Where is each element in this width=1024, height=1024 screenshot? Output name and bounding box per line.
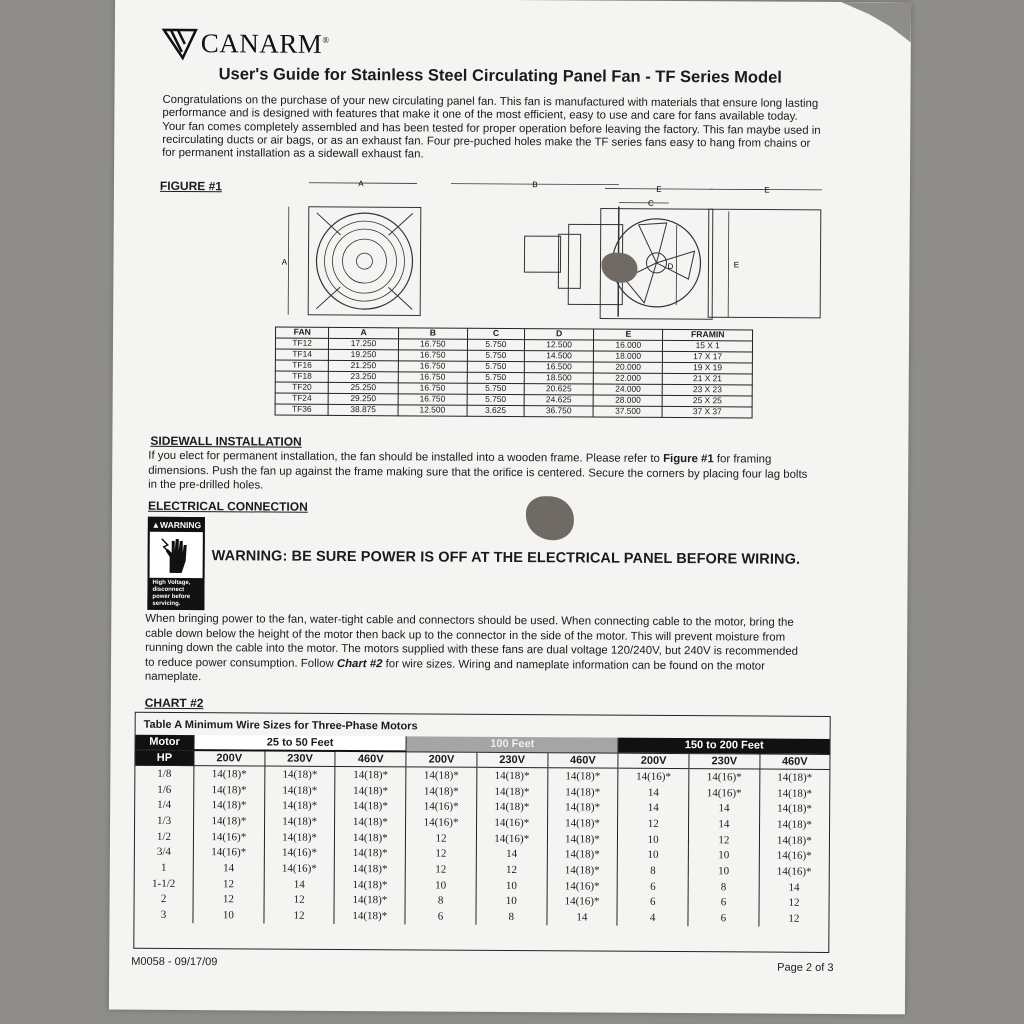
dimension-cell: 16.500 [524,362,593,373]
dimension-cell: 17.250 [329,338,398,349]
dimension-cell: 16.750 [398,372,467,383]
electrical-paragraph [145,612,875,689]
wire-size-cell: 14(18)* [547,862,618,878]
wire-size-cell: 14(18)* [194,766,265,783]
dimension-cell: 19 X 19 [663,362,753,374]
voltage-header: 230V [689,753,760,769]
dimension-cell: 5.750 [467,394,524,405]
wire-size-cell: 10 [193,907,264,923]
text-segment: If you elect for permanent installation, the fan should be installed into a wooden frame. Please refer to [148,449,664,465]
dimension-cell: 12.500 [524,340,593,351]
dim-label-c: C [647,198,654,208]
wire-size-cell: 14(18)* [335,845,406,861]
figure-label: FIGURE #1 [159,178,223,194]
wire-size-cell: 12 [405,846,476,862]
hp-header: HP [135,750,194,766]
dimension-cell: 5.750 [467,383,524,394]
wire-size-cell: 14(16)* [476,815,547,831]
voltage-header: 230V [477,752,548,768]
wire-size-cell: 14(18)* [759,785,829,801]
wire-size-cell: 12 [476,862,547,878]
wire-size-cell: 14(16)* [264,845,335,861]
wire-size-cell: 14(18)* [760,769,830,786]
wire-size-cell: 14(16)* [618,768,689,785]
wire-size-cell: 14 [547,909,618,925]
warning-message: WARNING: BE SURE POWER IS OFF AT THE ELECTRICAL PANEL BEFORE WIRING. [211,548,801,568]
wire-size-cell: 14(18)* [477,767,548,784]
text-segment: for wire sizes. Wiring and nameplate information can be found on the motor [382,658,765,673]
dimension-cell: 5.750 [467,372,524,383]
sidewall-paragraph [148,449,868,497]
wire-size-cell: 12 [193,892,264,908]
dimension-cell: 16.750 [398,350,467,361]
brand-name: CANARM [200,27,323,59]
intro-line: Your fan comes completely assembled and has been tested for proper operation before leaving the factory. This fan maybe used in [162,120,821,137]
dimension-cell: 16.750 [398,339,467,350]
dimension-cell: 21.250 [329,360,398,371]
wire-size-cell: 14(16)* [476,831,547,847]
wire-size-cell: 14(16)* [759,848,829,864]
wire-size-cell: 14(18)* [335,861,406,877]
wire-size-cell: 14(16)* [406,799,477,815]
wire-size-cell: 14(16)* [193,845,264,861]
intro-line: Congratulations on the purchase of your new circulating panel fan. This fan is manufactured with materials that ensure long lasting [162,93,819,110]
dim-label-e-side: E [733,260,740,270]
col-header: A [329,327,398,338]
motor-hp-cell: 1/4 [157,799,172,812]
col-header: FAN [276,327,330,338]
col-header: FRAMIN [663,329,753,341]
wire-size-cell: 12 [618,816,689,832]
document-page [109,0,911,1014]
intro-paragraph [162,94,852,165]
wire-size-cell: 6 [617,894,688,910]
wire-size-chart [133,712,830,953]
dimension-cell: 24.000 [593,384,662,395]
dimension-cell: 12.500 [398,405,467,416]
motor-hp-cell: 1-1/2 [152,877,176,890]
wire-size-cell: 14(18)* [335,766,406,783]
dimension-cell: TF24 [275,393,329,404]
dimension-cell: 20.625 [524,384,593,395]
intro-line: for permanent installation as a sidewall exhaust fan. [162,147,424,161]
text-segment: cable down below the height of the motor then back up to the connector in the side of the motor. This will prevent moisture from [145,627,786,644]
wire-size-cell: 14(16)* [689,769,760,786]
wire-size-cell: 14(18)* [335,783,406,799]
wire-size-cell: 6 [688,910,759,926]
bold-reference: Figure #1 [663,452,714,466]
motor-hp-cell: 1/6 [157,783,172,796]
wire-size-cell: 14(18)* [547,847,618,863]
canarm-logo [163,26,330,61]
wire-size-cell: 14(16)* [547,894,618,910]
text-segment: When bringing power to the fan, water-tight cable and connectors should be used. When connecting cable to the motor, bring the [145,612,794,629]
dimension-cell: 15 X 1 [663,340,753,352]
text-segment: for framing [713,453,772,466]
dimension-cell: 25 X 25 [663,395,753,407]
warning-label-title: ▲WARNING [151,519,202,531]
dimension-cell: 5.750 [467,361,524,372]
wire-size-cell: 14 [618,784,689,800]
wire-size-cell: 14(18)* [334,892,405,908]
voltage-header: 200V [406,751,477,767]
wire-size-cell: 12 [759,895,829,911]
wire-size-cell: 14(18)* [759,832,829,848]
wire-size-cell: 14(18)* [547,831,618,847]
wire-size-cell: 12 [264,892,335,908]
voltage-header: 460V [547,752,618,768]
wire-size-cell: 8 [476,909,547,925]
wire-size-cell: 14 [689,800,760,816]
motor-header: Motor [136,735,195,750]
wire-size-cell: 14(18)* [264,798,335,814]
wire-size-cell: 14(16)* [264,861,335,877]
dim-label-e-rear: E [656,184,662,194]
wire-size-cell: 12 [405,861,476,877]
warning-label-text [149,578,202,610]
wire-size-cell: 8 [688,879,759,895]
dimension-cell: 3.625 [467,405,524,416]
page-number: Page 2 of 3 [777,961,834,974]
dimension-cell: 22.000 [593,373,662,384]
wire-size-cell: 14(18)* [476,799,547,815]
wire-size-cell: 14(18)* [264,814,335,830]
wire-size-cell: 14(16)* [759,864,829,880]
sidewall-heading: SIDEWALL INSTALLATION [150,433,302,449]
dim-label-e-top: E [764,185,770,195]
dimension-cell: TF12 [275,338,329,349]
wire-size-cell: 12 [193,876,264,892]
wire-size-cell: 14(18)* [194,797,265,813]
wire-size-cell: 14(18)* [759,817,829,833]
dimension-cell: 14.500 [524,351,593,362]
motor-hp-cell: 3 [160,908,167,921]
wire-size-cell: 14(16)* [193,829,264,845]
dimension-cell: 23 X 23 [663,384,753,396]
dim-label-d: D [667,261,674,271]
page-title: User's Guide for Stainless Steel Circulating Panel Fan - TF Series Model [218,65,782,87]
wire-size-cell: 14(18)* [335,830,406,846]
motor-hp-cell: 3/4 [156,846,171,859]
dimension-table [275,327,754,419]
wire-size-cell: 14 [759,879,829,895]
dimension-cell: 37 X 37 [662,406,752,418]
dimension-cell: 19.250 [329,349,398,360]
group-header: 25 to 50 Feet [194,735,406,751]
wire-size-cell: 14(18)* [547,815,618,831]
text-segment: in the pre-drilled holes. [148,478,264,492]
wire-size-cell: 14 [618,800,689,816]
dimension-cell: TF36 [275,404,329,415]
wire-size-cell: 10 [476,893,547,909]
wire-size-cell: 14(18)* [265,766,336,783]
dimension-cell: 5.750 [467,339,524,350]
dimension-cell: 17 X 17 [663,351,753,363]
wire-size-cell: 14(18)* [194,782,265,798]
voltage-header: 460V [760,754,830,770]
motor-hp-cell: 1 [160,861,167,874]
warning-line: disconnect [152,586,185,594]
dimension-cell: 21 X 21 [663,373,753,385]
dimension-cell: 16.750 [398,383,467,394]
high-voltage-warning-label [147,517,205,610]
wire-size-cell: 8 [618,863,689,879]
wire-size-cell: 14(18)* [194,813,265,829]
dimension-cell: TF20 [275,382,329,393]
wire-size-cell: 14 [476,846,547,862]
wire-size-cell: 14(18)* [335,798,406,814]
electrical-heading: ELECTRICAL CONNECTION [147,498,308,514]
dim-label-a-top: A [358,179,364,189]
wire-size-cell: 8 [405,893,476,909]
wire-size-cell: 14(18)* [334,908,405,924]
dim-label-a-side: A [281,257,288,267]
wire-size-cell: 10 [405,877,476,893]
wire-size-row [134,907,828,927]
wire-size-cell: 14(18)* [406,783,477,799]
paper-damage-hole [526,496,574,540]
wire-size-cell: 6 [688,895,759,911]
text-segment: to reduce power consumption. Follow [145,656,337,670]
wire-size-cell: 14(18)* [547,800,618,816]
wire-size-cell: 14(18)* [335,814,406,830]
dimension-cell: 23.250 [329,371,398,382]
group-header: 100 Feet [406,736,618,752]
wire-size-cell: 14 [264,876,335,892]
dimension-cell: 36.750 [524,406,593,417]
dimension-table-body [275,338,752,418]
hand-shock-icon [150,532,203,578]
wire-size-cell: 6 [617,878,688,894]
intro-line: recirculating ducts or air bags, or as an exhaust fan. Four pre-puched holes make the TF series fans easy to hang from chains or [162,133,811,150]
voltage-header: 200V [618,753,689,769]
wire-size-cell: 12 [688,832,759,848]
dim-label-b: B [532,180,538,190]
document-code: M0058 - 09/17/09 [131,955,218,969]
wire-size-cell: 14(18)* [406,767,477,784]
registered-mark: ® [322,34,330,45]
bold-reference: Chart #2 [336,657,383,671]
dimension-cell: 28.000 [593,395,662,406]
wire-size-cell: 10 [476,878,547,894]
dimension-row [275,404,752,418]
text-segment: nameplate. [144,671,202,684]
dimension-cell: 20.000 [594,362,663,373]
canarm-logo-icon [163,26,197,60]
paragraph-line [145,670,875,689]
dimension-cell: 24.625 [524,395,593,406]
intro-line: performance and is designed with features that make it one of the most efficient, easy to use and care for fans available today. [162,107,798,124]
wire-size-cell: 12 [264,908,335,924]
col-header: C [467,328,524,339]
wire-size-cell: 14(18)* [264,829,335,845]
dimension-cell: 18.500 [524,373,593,384]
wire-size-cell: 10 [618,847,689,863]
wire-size-cell: 14(18)* [335,877,406,893]
warning-line: servicing. [152,600,181,607]
dimension-cell: TF18 [275,371,329,382]
dimension-cell: 29.250 [329,393,398,404]
wire-size-cell: 14(16)* [689,785,760,801]
wire-size-cell: 14(18)* [264,782,335,798]
wire-size-cell: 14(16)* [406,814,477,830]
chart-caption: Table A Minimum Wire Sizes for Three-Phase Motors [143,718,418,733]
wire-size-cell: 14(16)* [547,878,618,894]
dimension-cell: 16.750 [398,394,467,405]
motor-hp-cell: 2 [160,893,167,906]
motor-hp-cell: 1/3 [157,814,172,827]
front-view [281,179,421,316]
motor-hp-cell: 1/2 [156,830,172,843]
motor-hp-cell: 1/8 [157,767,172,780]
warning-line: power before [152,593,191,601]
col-header: B [398,328,467,339]
torn-corner [841,2,911,42]
voltage-header: 200V [194,750,265,766]
dimension-cell: 38.875 [329,404,398,415]
col-header: E [594,329,663,340]
wire-size-cell: 10 [688,848,759,864]
dimension-cell: 16.000 [594,340,663,351]
dimension-cell: 16.750 [398,361,467,372]
wire-size-cell: 4 [617,910,688,926]
dimension-cell: 25.250 [329,382,398,393]
wire-size-cell: 14(18)* [547,784,618,800]
text-segment: dimensions. Push the fan up against the frame making sure that the orifice is centered. Secure the corners by placing four lag bolts [148,464,808,481]
voltage-header: 460V [335,751,406,767]
dimension-cell: 37.500 [593,406,662,417]
dimension-cell: 5.750 [467,350,524,361]
wire-size-cell: 10 [688,863,759,879]
voltage-header: 230V [265,751,336,767]
wire-size-cell: 14(18)* [759,801,829,817]
wire-size-cell: 14 [193,860,264,876]
wire-size-cell: 14 [689,816,760,832]
wire-size-cell: 14(18)* [547,768,618,785]
dimension-cell: 18.000 [594,351,663,362]
wire-size-cell: 6 [405,909,476,925]
text-segment: running down the cable into the motor. The motors supplied with these fans are dual voltage 120/240V, but 240V is recommended [145,641,799,658]
wire-size-cell: 12 [759,911,829,927]
chart2-heading: CHART #2 [144,695,204,711]
warning-line: High Voltage, [152,579,191,587]
wire-size-cell: 14(18)* [477,783,548,799]
col-header: D [525,329,594,340]
wire-size-table [134,735,829,927]
wire-size-cell: 12 [406,830,477,846]
dimension-cell: TF16 [275,360,329,371]
wire-size-cell: 10 [618,831,689,847]
dimension-cell: TF14 [275,349,329,360]
wire-size-body [134,765,829,927]
group-header: 150 to 200 Feet [618,738,829,754]
